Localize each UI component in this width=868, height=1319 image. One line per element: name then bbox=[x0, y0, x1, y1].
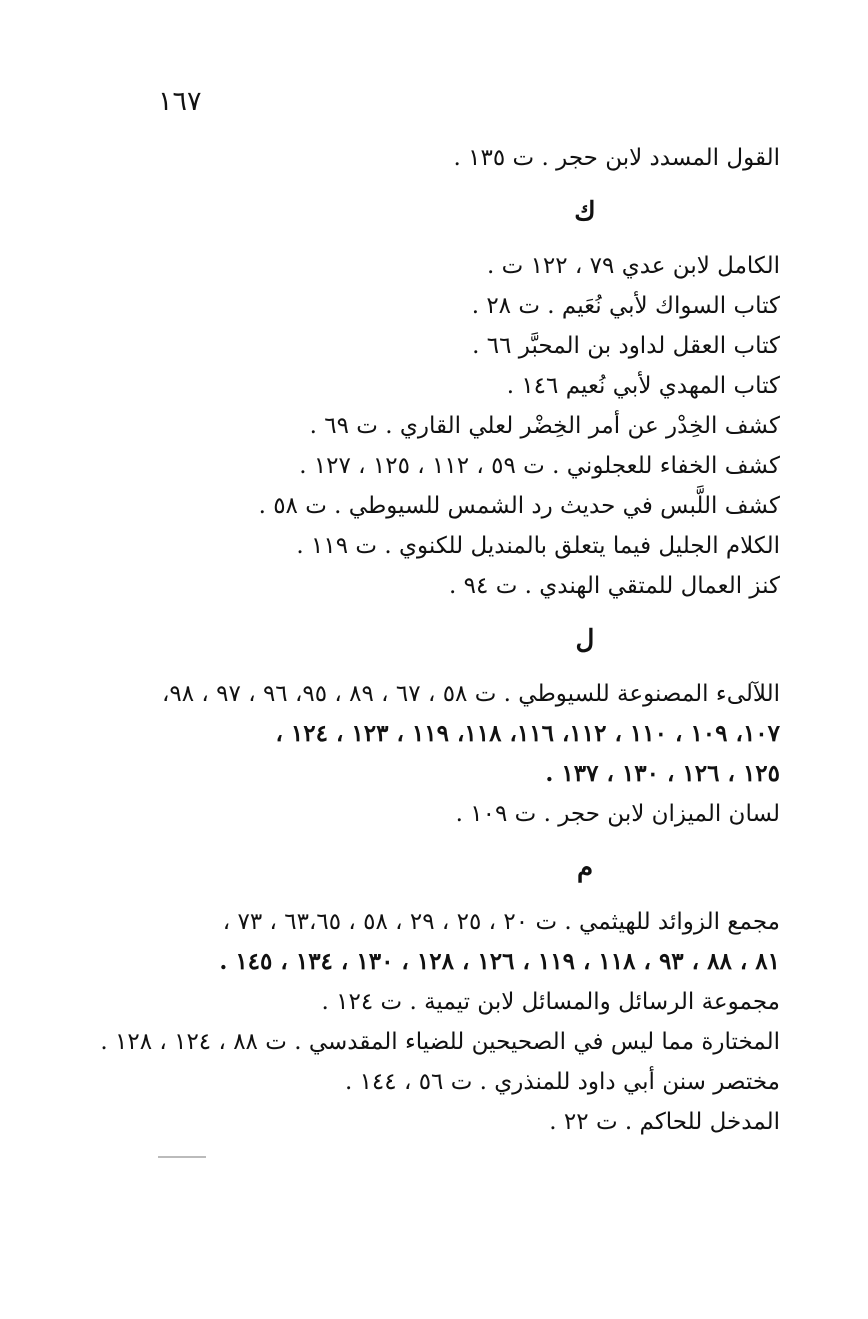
index-entry-continuation: ٨١ ، ٨٨ ، ٩٣ ، ١١٨ ، ١١٩ ، ١٢٦ ، ١٢٨ ، ١٣٠ ، ١٣٤ ، ١٤٥ . bbox=[219, 948, 780, 975]
index-entry: المختارة مما ليس في الصحيحين للضياء المقدسي . ت ٨٨ ، ١٢٤ ، ١٢٨ . bbox=[100, 1029, 780, 1055]
scan-artifact-line bbox=[158, 1156, 206, 1158]
index-content bbox=[100, 138, 780, 1142]
index-entry: اللآلىء المصنوعة للسيوطي . ت ٥٨ ، ٦٧ ، ٨٩ ، ٩٥، ٩٦ ، ٩٧ ، ٩٨، bbox=[161, 681, 780, 707]
index-section bbox=[150, 138, 780, 178]
section-letter-heading: م bbox=[576, 853, 594, 883]
section-letter-heading: ل bbox=[575, 625, 595, 655]
index-entry: مجموعة الرسائل والمسائل لابن تيمية . ت ١٢٤ . bbox=[321, 989, 780, 1015]
index-entry: كتاب العقل لداود بن المحبَّر ٦٦ . bbox=[472, 333, 780, 359]
section-letter-heading: ك bbox=[574, 197, 596, 227]
index-entry: كتاب المهدي لأبي نُعيم ١٤٦ . bbox=[506, 373, 780, 399]
index-entry: الكامل لابن عدي ٧٩ ، ١٢٢ ت . bbox=[486, 253, 780, 279]
index-section-mim bbox=[100, 834, 780, 1142]
index-entry: كنز العمال للمتقي الهندي . ت ٩٤ . bbox=[449, 573, 780, 599]
index-section-kaf bbox=[150, 178, 780, 606]
index-entry: كشف الخفاء للعجلوني . ت ٥٩ ، ١١٢ ، ١٢٥ ، ١٢٧ . bbox=[299, 453, 780, 479]
index-entry: مختصر سنن أبي داود للمنذري . ت ٥٦ ، ١٤٤ . bbox=[344, 1069, 780, 1095]
index-section-lam bbox=[150, 606, 780, 834]
index-entry-continuation: ١٠٧، ١٠٩ ، ١١٠ ، ١١٢، ١١٦، ١١٨، ١١٩ ، ١٢٣ ، ١٢٤ ، bbox=[275, 720, 780, 747]
index-entry: الكلام الجليل فيما يتعلق بالمنديل للكنوي . ت ١١٩ . bbox=[296, 533, 780, 559]
index-entry: كشف اللَّبس في حديث رد الشمس للسيوطي . ت ٥٨ . bbox=[258, 493, 780, 519]
index-entry: كتاب السواك لأبي نُعَيم . ت ٢٨ . bbox=[471, 293, 780, 319]
index-entry: كشف الخِدْر عن أمر الخِضْر لعلي القاري . ت ٦٩ . bbox=[309, 413, 780, 439]
index-entry-continuation: ١٢٥ ، ١٢٦ ، ١٣٠ ، ١٣٧ . bbox=[545, 760, 780, 787]
index-entry: مجمع الزوائد للهيثمي . ت ٢٠ ، ٢٥ ، ٢٩ ، ٥٨ ، ٦٣،٦٥ ، ٧٣ ، bbox=[222, 909, 780, 935]
index-entry: المدخل للحاكم . ت ٢٢ . bbox=[549, 1109, 780, 1135]
index-entry: لسان الميزان لابن حجر . ت ١٠٩ . bbox=[455, 801, 780, 827]
index-entry: القول المسدد لابن حجر . ت ١٣٥ . bbox=[453, 145, 780, 171]
page-number: ١٦٧ bbox=[158, 86, 202, 117]
